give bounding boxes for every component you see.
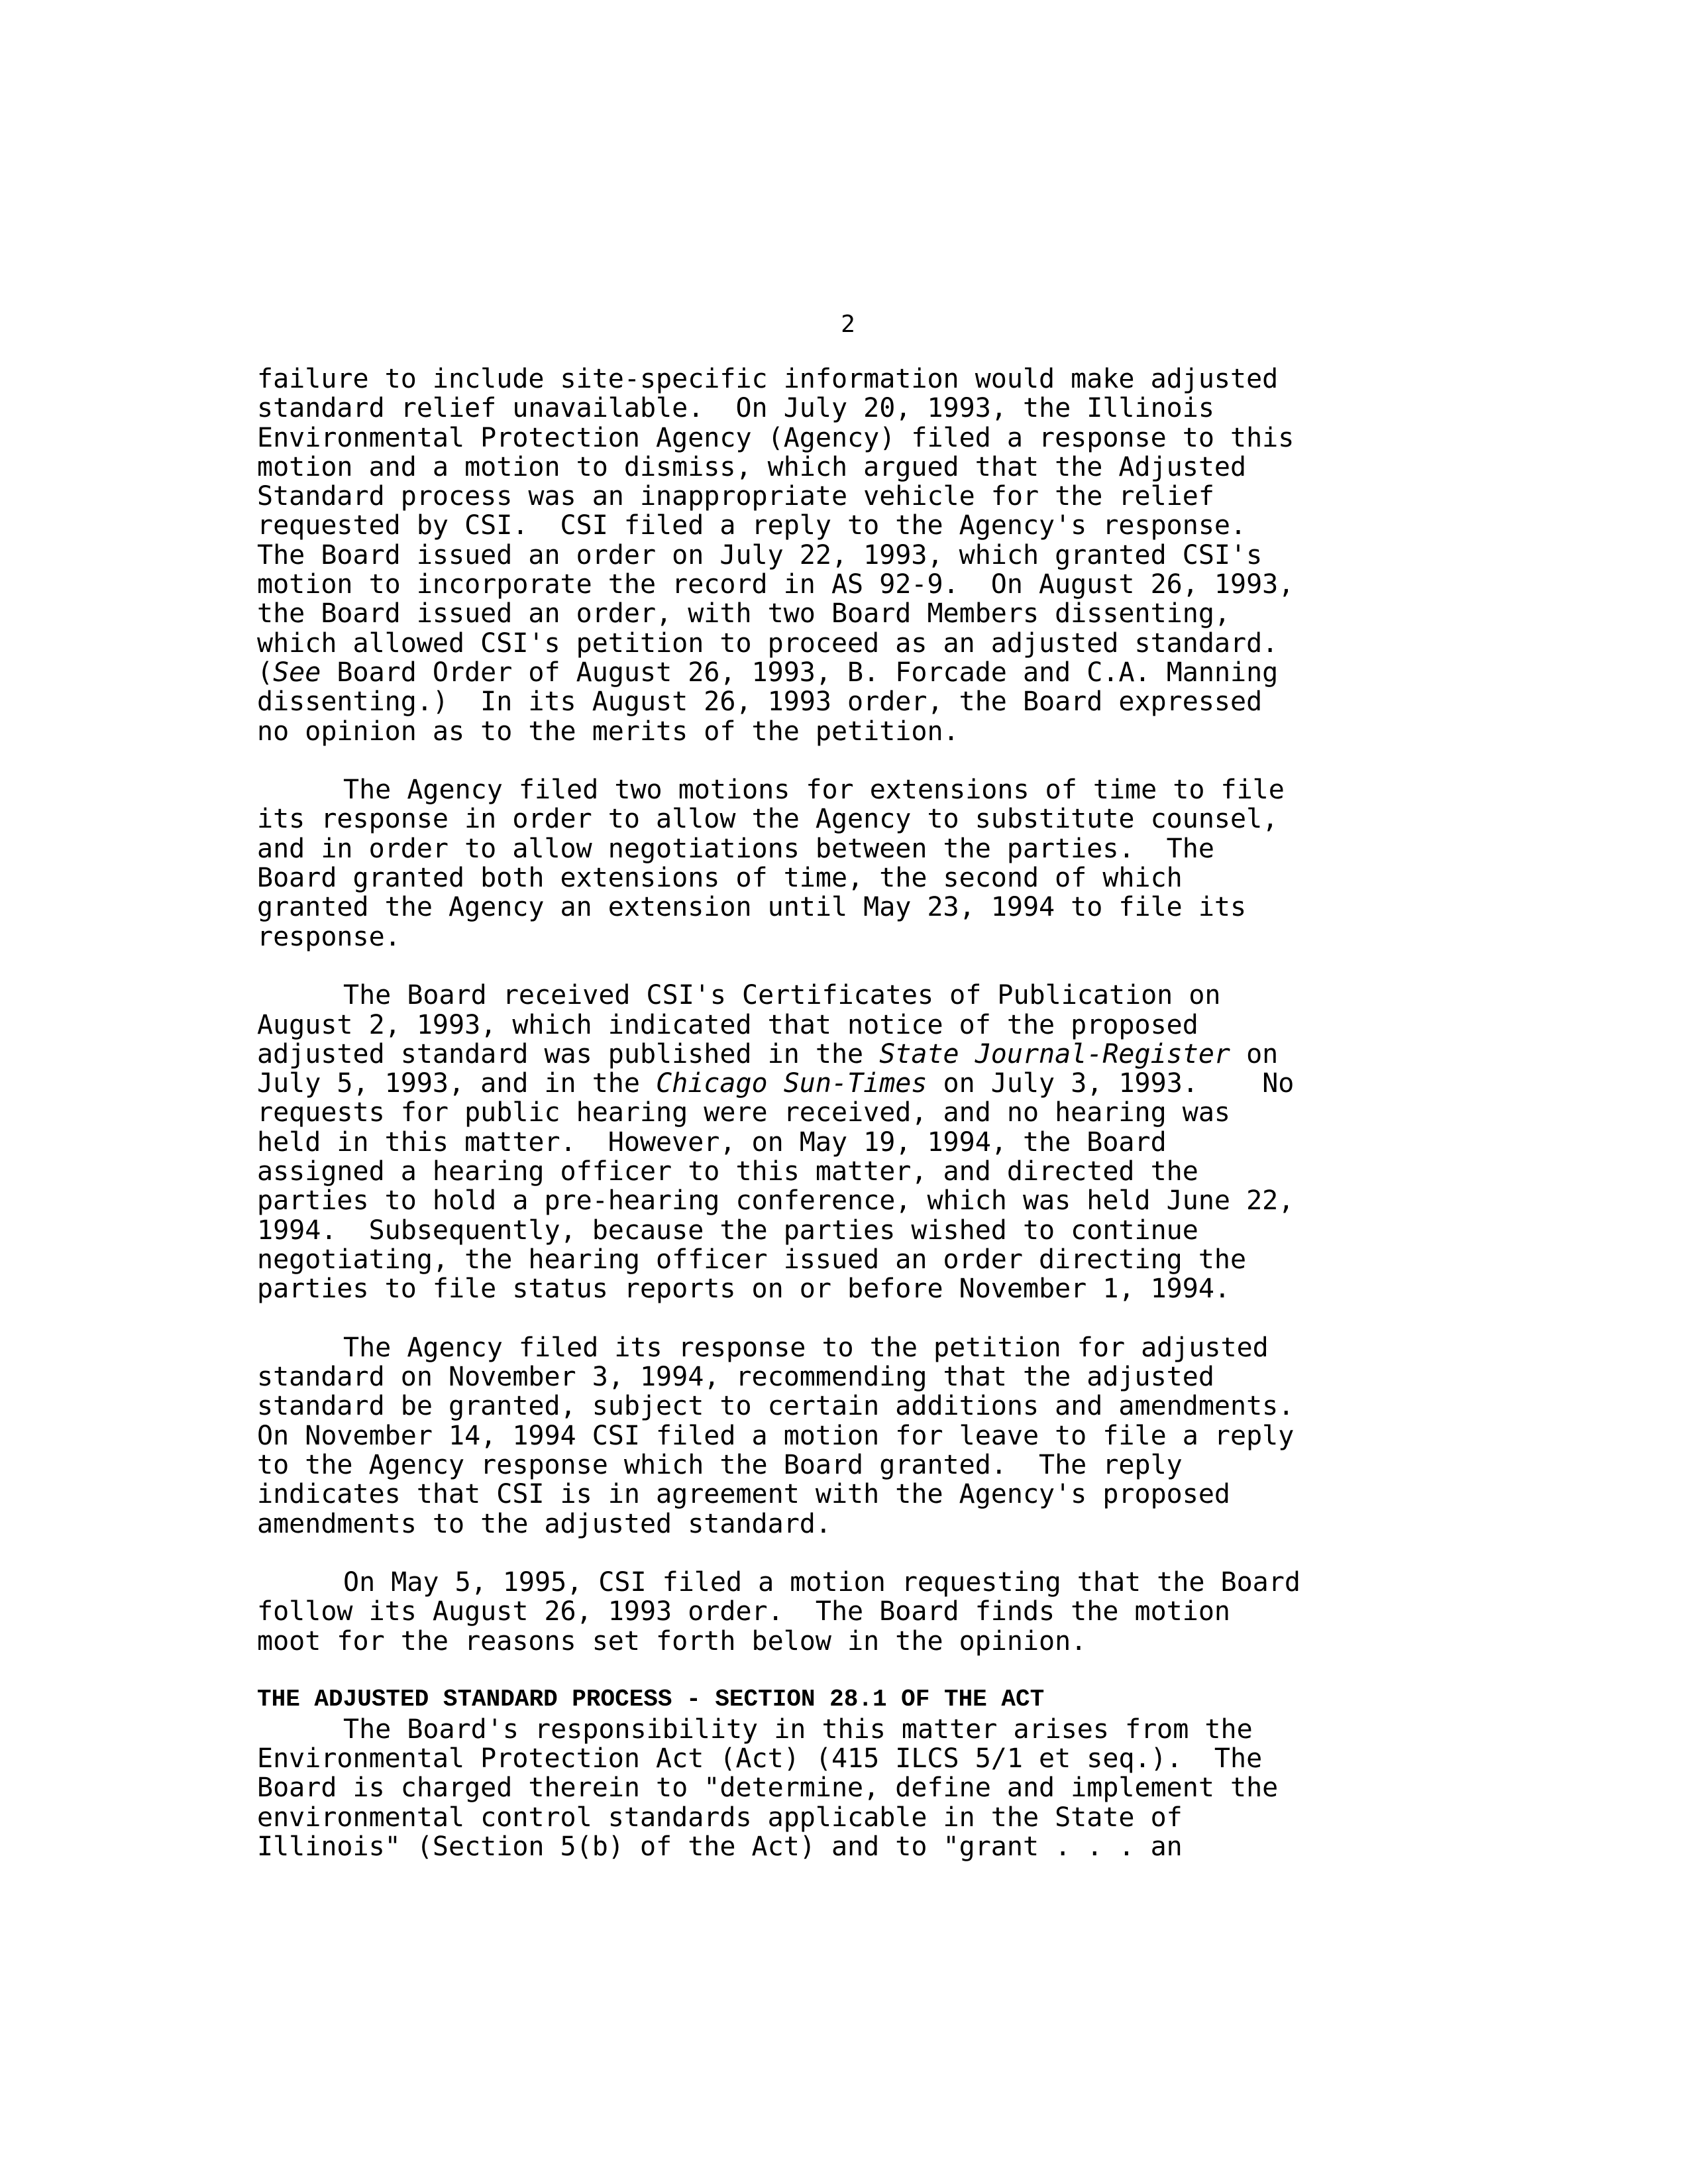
paragraph-p3: [257, 981, 1410, 1303]
text-line: [257, 1831, 1183, 1862]
line-text: August 2, 1993, which indicated that notice of the proposed: [257, 1009, 1198, 1040]
text-line: [257, 423, 1294, 453]
line-text: which allowed CSI's petition to proceed as an adjusted standard.: [257, 628, 1279, 659]
text-line: [257, 892, 1246, 922]
line-text: to the Agency response which the Board granted. The reply: [257, 1449, 1183, 1480]
text-line: [257, 393, 1214, 423]
line-text: its response in order to allow the Agency to substitute counsel,: [257, 804, 1279, 835]
paragraph-p2: [257, 775, 1410, 952]
line-text: response.: [257, 921, 401, 952]
line-text: the Board issued an order, with two Board Members dissenting,: [257, 598, 1231, 629]
text-line: [257, 569, 1294, 600]
text-line: [257, 1391, 1294, 1421]
text-line: [257, 775, 1285, 805]
line-text: indicates that CSI is in agreement with the Agency's proposed: [257, 1479, 1231, 1510]
line-text: Illinois" (Section 5(b) of the Act) and to "grant . . . an: [257, 1831, 1183, 1862]
line-text: On May 5, 1995, CSI filed a motion requesting that the Board: [343, 1567, 1300, 1598]
line-text: held in this matter. However, on May 19, 1994, the Board: [257, 1126, 1167, 1158]
text-line: [257, 1333, 1269, 1363]
text-line: [257, 1743, 1262, 1774]
text-line: [257, 1127, 1167, 1158]
text-line: [257, 452, 1246, 482]
text-line: [257, 863, 1183, 893]
line-text: Environmental Protection Act (Act) (415 ILCS 5/1 et seq.). The: [257, 1743, 1263, 1774]
line-text: The Agency filed two motions for extensions of time to file: [343, 775, 1285, 806]
text-line: [257, 1215, 1198, 1246]
line-text: requested by CSI. CSI filed a reply to the Agency's response.: [257, 510, 1247, 541]
text-line: [257, 1274, 1230, 1304]
paragraph-p1: [257, 364, 1410, 746]
line-text: Standard process was an inappropriate vehicle for the relief: [257, 481, 1214, 512]
line-text: environmental control standards applicable in the State of: [257, 1802, 1183, 1833]
line-text: The Board received CSI's Certificates of Publication on: [343, 980, 1221, 1011]
line-text: motion to incorporate the record in AS 92-9. On August 26, 1993,: [257, 569, 1295, 600]
text-line: [257, 1362, 1214, 1392]
text-line: [257, 364, 1278, 394]
line-text: (See Board Order of August 26, 1993, B. Forcade and C.A. Manning: [257, 657, 1279, 688]
text-line: [257, 1244, 1246, 1275]
text-line: [257, 922, 401, 952]
text-line: [257, 1596, 1230, 1627]
paragraph-p4: [257, 1333, 1410, 1539]
line-text: adjusted standard was published in the State Journal-Register on: [257, 1038, 1279, 1069]
line-text: no opinion as to the merits of the petition.: [257, 716, 959, 747]
line-text: July 5, 1993, and in the Chicago Sun-Times on July 3, 1993. No: [257, 1068, 1295, 1099]
line-text: The Agency filed its response to the petition for adjusted: [343, 1332, 1269, 1363]
line-text: standard be granted, subject to certain additions and amendments.: [257, 1391, 1295, 1422]
line-text: granted the Agency an extension until May 23, 1994 to file its: [257, 892, 1247, 923]
line-text: Environmental Protection Agency (Agency) filed a response to this: [257, 422, 1295, 453]
line-text: moot for the reasons set forth below in the opinion.: [257, 1625, 1087, 1657]
line-text: Board granted both extensions of time, the second of which: [257, 863, 1183, 894]
line-text: On November 14, 1994 CSI filed a motion for leave to file a reply: [257, 1420, 1295, 1451]
text-line: [257, 1097, 1230, 1128]
text-line: [257, 804, 1278, 834]
document-body: [257, 364, 1410, 1861]
text-line: [257, 1509, 831, 1539]
text-line: [257, 1039, 1278, 1069]
text-line: [257, 1450, 1183, 1480]
text-line: [257, 834, 1214, 864]
line-text: dissenting.) In its August 26, 1993 order, the Board expressed: [257, 686, 1263, 718]
line-text: assigned a hearing officer to this matter, and directed the: [257, 1156, 1198, 1187]
text-line: [257, 598, 1230, 629]
line-text: 1994. Subsequently, because the parties wished to continue: [257, 1215, 1198, 1246]
line-text: requests for public hearing were received, and no hearing was: [257, 1097, 1231, 1128]
text-line: [257, 1479, 1230, 1509]
text-line: [257, 1626, 1086, 1657]
text-line: [257, 540, 1262, 571]
text-line: [257, 510, 1246, 541]
text-line: [257, 1773, 1278, 1803]
line-text: The Board's responsibility in this matter arises from the: [343, 1714, 1253, 1745]
paragraphs-after-heading: [257, 1715, 1410, 1861]
line-text: standard relief unavailable. On July 20, 1993, the Illinois: [257, 393, 1214, 424]
text-line: [257, 686, 1262, 717]
text-line: [257, 1714, 1253, 1745]
line-text: parties to file status reports on or before November 1, 1994.: [257, 1274, 1231, 1305]
text-line: [257, 628, 1278, 659]
text-line: [257, 716, 959, 747]
line-text: The Board issued an order on July 22, 1993, which granted CSI's: [257, 539, 1263, 571]
line-text: Board is charged therein to "determine, define and implement the: [257, 1773, 1279, 1804]
text-line: [257, 1567, 1300, 1598]
text-line: [257, 1802, 1183, 1833]
line-text: standard on November 3, 1994, recommending that the adjusted: [257, 1362, 1214, 1393]
line-text: failure to include site-specific information would make adjusted: [257, 364, 1279, 394]
paragraphs-before-heading: [257, 364, 1410, 1656]
line-text: negotiating, the hearing officer issued an order directing the: [257, 1244, 1247, 1275]
text-line: [257, 1068, 1294, 1099]
text-line: [257, 657, 1278, 688]
text-line: [257, 980, 1221, 1010]
line-text: and in order to allow negotiations between the parties. The: [257, 833, 1214, 864]
paragraph-p5: [257, 1568, 1410, 1656]
line-text: parties to hold a pre-hearing conference, which was held June 22,: [257, 1185, 1295, 1217]
text-line: [257, 1010, 1198, 1040]
section-heading: THE ADJUSTED STANDARD PROCESS - SECTION 28.1 OF THE ACT: [257, 1686, 1045, 1714]
line-text: amendments to the adjusted standard.: [257, 1508, 831, 1539]
line-text: follow its August 26, 1993 order. The Board finds the motion: [257, 1596, 1231, 1627]
paragraph-p6: [257, 1715, 1410, 1861]
text-line: [257, 1156, 1198, 1187]
line-text: motion and a motion to dismiss, which argued that the Adjusted: [257, 451, 1247, 482]
text-line: [257, 481, 1214, 512]
text-line: [257, 1421, 1294, 1451]
text-line: [257, 1185, 1294, 1216]
page-number: 2: [841, 311, 855, 338]
